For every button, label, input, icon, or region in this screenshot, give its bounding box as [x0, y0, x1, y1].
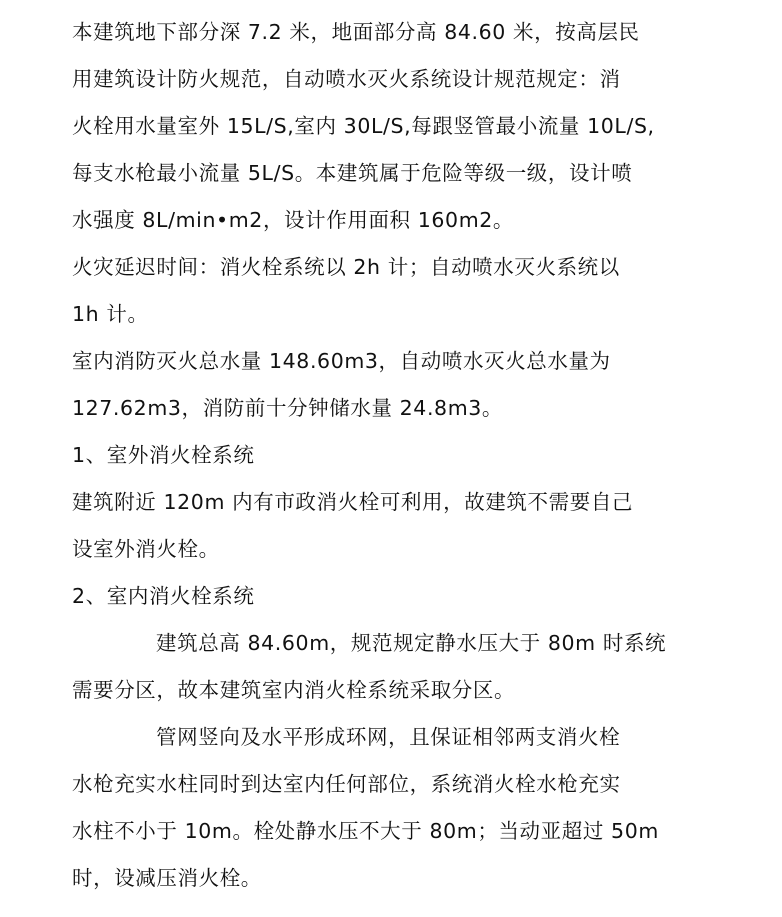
text-line: 水枪充实水柱同时到达室内任何部位，系统消火栓水枪充实: [72, 772, 621, 796]
text-line: 用建筑设计防火规范，自动喷水灭火系统设计规范规定：消: [72, 67, 621, 91]
text-line: 1h 计。: [72, 302, 149, 326]
section-heading: 1、室外消火栓系统: [72, 443, 255, 467]
text-line: 建筑附近 120m 内有市政消火栓可利用，故建筑不需要自己: [72, 490, 634, 514]
text-line: 每支水枪最小流量 5L/S。本建筑属于危险等级一级，设计喷: [72, 161, 633, 185]
text-line: 火栓用水量室外 15L/S,室内 30L/S,每跟竖管最小流量 10L/S,: [72, 114, 655, 138]
text-line: 建筑总高 84.60m，规范规定静水压大于 80m 时系统: [156, 631, 667, 655]
text-line: 管网竖向及水平形成环网，且保证相邻两支消火栓: [156, 725, 621, 749]
text-line: 设室外消火栓。: [72, 537, 220, 561]
text-line: 时，设减压消火栓。: [72, 866, 262, 890]
text-line: 127.62m3，消防前十分钟储水量 24.8m3。: [72, 396, 504, 420]
text-line: 室内消防灭火总水量 148.60m3，自动喷水灭火总水量为: [72, 349, 611, 373]
section-heading: 2、室内消火栓系统: [72, 584, 255, 608]
text-line: 火灾延迟时间：消火栓系统以 2h 计；自动喷水灭火系统以: [72, 255, 620, 279]
text-line: 水强度 8L/min•m2，设计作用面积 160m2。: [72, 208, 515, 232]
text-line: 水柱不小于 10m。栓处静水压不大于 80m；当动亚超过 50m: [72, 819, 659, 843]
text-line: 需要分区，故本建筑室内消火栓系统采取分区。: [72, 678, 516, 702]
text-line: 本建筑地下部分深 7.2 米，地面部分高 84.60 米，按高层民: [72, 20, 640, 44]
